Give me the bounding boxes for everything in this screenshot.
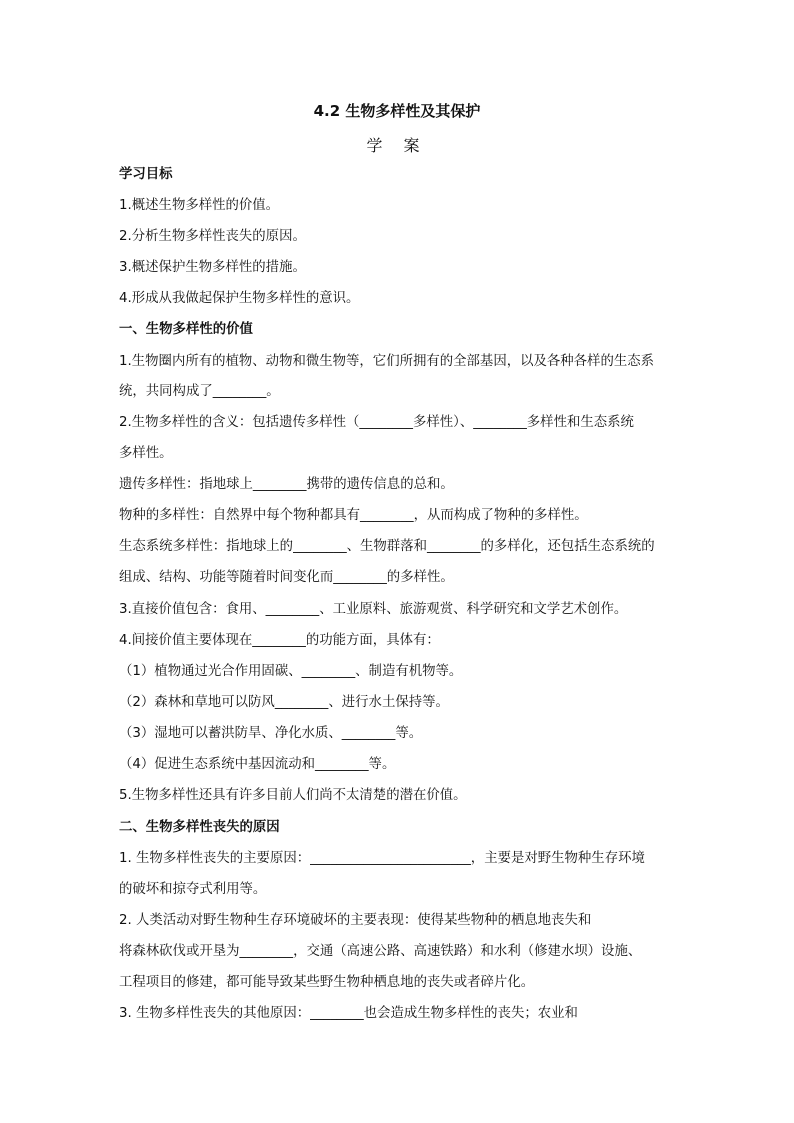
section-heading: 一、生物多样性的价值	[119, 322, 253, 337]
text-line: 1.概述生物多样性的价值。	[119, 198, 280, 213]
text-line: 4.形成从我做起保护生物多样性的意识。	[119, 291, 360, 306]
text-line: 3.概述保护生物多样性的措施。	[119, 260, 306, 275]
text-line: 组成、结构、功能等随着时间变化而________的多样性。	[119, 570, 454, 585]
text-line: 遗传多样性：指地球上________携带的遗传信息的总和。	[119, 477, 454, 492]
text-line: （1）植物通过光合作用固碳、________、制造有机物等。	[119, 664, 463, 679]
text-line: 3.直接价值包含：食用、________、工业原料、旅游观赏、科学研究和文学艺术创作。	[119, 602, 628, 617]
text-line: 1.生物圈内所有的植物、动物和微生物等，它们所拥有的全部基因，以及各种各样的生态系	[119, 354, 655, 369]
text-line: 2.生物多样性的含义：包括遗传多样性（________多样性）、________多样性和生态系统	[119, 415, 634, 430]
text-line: （2）森林和草地可以防风________、进行水土保持等。	[119, 695, 449, 710]
text-line: 2. 人类活动对野生物种生存环境破坏的主要表现：使得某些物种的栖息地丧失和	[119, 913, 592, 928]
text-line: 物种的多样性：自然界中每个物种都具有________，从而构成了物种的多样性。	[119, 508, 588, 523]
text-line: 工程项目的修建，都可能导致某些野生物种栖息地的丧失或者碎片化。	[119, 975, 535, 990]
text-line: 多样性。	[119, 446, 173, 461]
text-line: 5.生物多样性还具有许多目前人们尚不太清楚的潜在价值。	[119, 788, 467, 803]
text-line: 1. 生物多样性丧失的主要原因：________________________，主要是对野生物种生存环境	[119, 851, 645, 866]
text-line: 生态系统多样性：指地球上的________、生物群落和________的多样化，还包括生态系统的	[119, 539, 655, 554]
text-line: 统，共同构成了________。	[119, 384, 280, 399]
document-subtitle: 学 案	[366, 136, 428, 155]
section-heading: 二、生物多样性丧失的原因	[119, 820, 280, 835]
section-heading: 学习目标	[119, 167, 173, 182]
text-line: 的破坏和掠夺式利用等。	[119, 882, 267, 897]
text-line: （3）湿地可以蓄洪防旱、净化水质、________等。	[119, 726, 423, 741]
document-title: 4.2 生物多样性及其保护	[313, 102, 481, 120]
text-line: （4）促进生态系统中基因流动和________等。	[119, 757, 396, 772]
text-line: 4.间接价值主要体现在________的功能方面，具体有：	[119, 633, 440, 648]
text-line: 3. 生物多样性丧失的其他原因：________也会造成生物多样性的丧失；农业和	[119, 1006, 578, 1021]
text-line: 将森林砍伐或开垦为________，交通（高速公路、高速铁路）和水利（修建水坝）设施、	[119, 944, 642, 959]
text-line: 2.分析生物多样性丧失的原因。	[119, 229, 306, 244]
